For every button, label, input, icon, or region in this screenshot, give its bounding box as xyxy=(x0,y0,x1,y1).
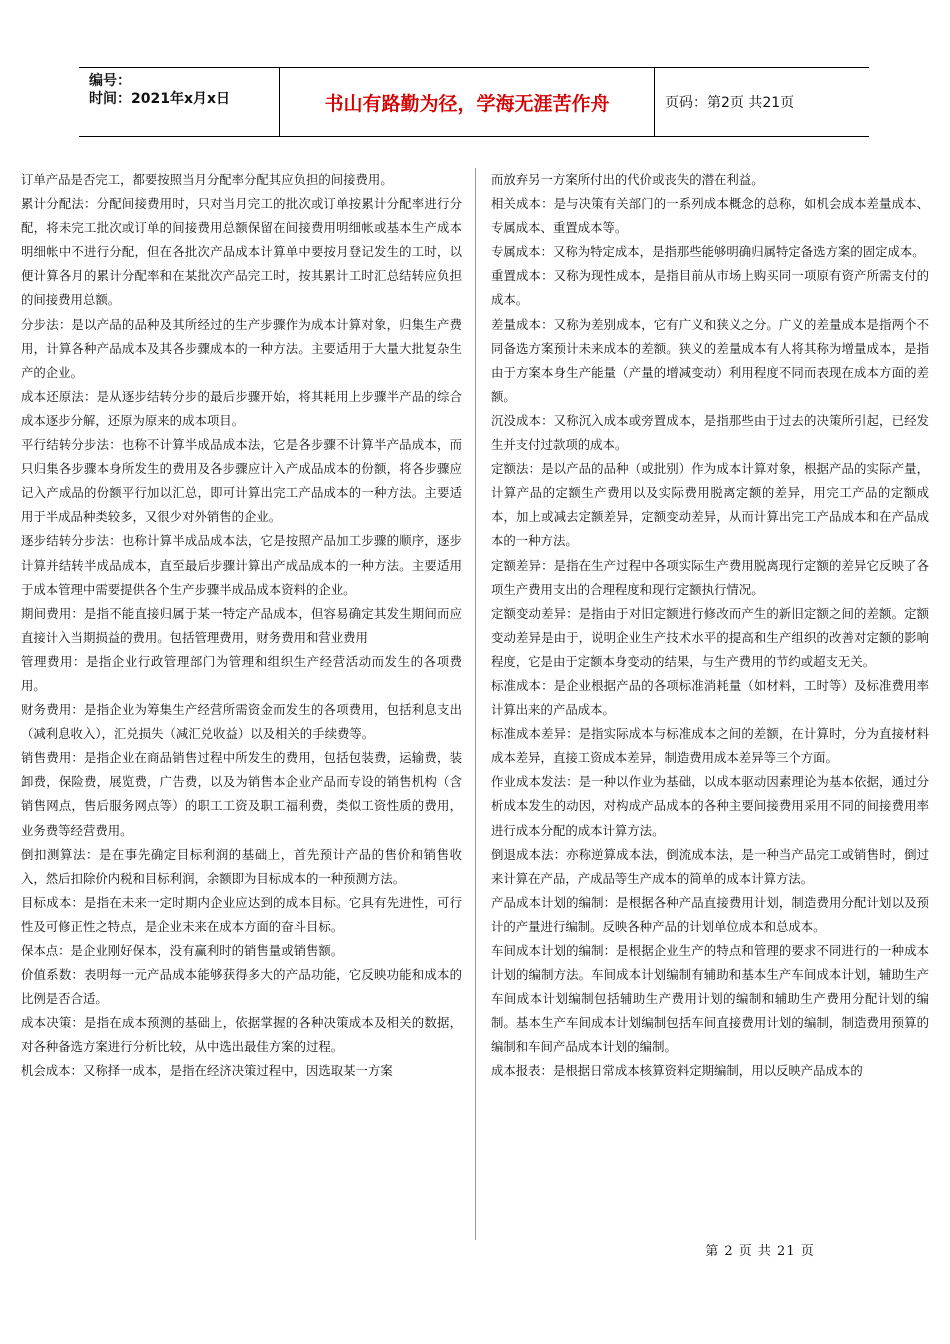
paragraph: 车间成本计划的编制：是根据企业生产的特点和管理的要求不同进行的一种成本计划的编制方法。车间成本计划编制有辅助和基本生产车间成本计划，辅助生产车间成本计划编制包括辅助生产费用计划的编制和辅助生产费用分配计划的编制。基本生产车间成本计划编制包括车间直接费用计划的编制，制造费用预算的编制和车间产品成本计划的编制。 xyxy=(491,943,929,1055)
paragraph: 倒扣测算法：是在事先确定目标利润的基础上，首先预计产品的售价和销售收入，然后扣除价内税和目标利润，余额即为目标成本的一种预测方法。 xyxy=(21,846,462,886)
left-column xyxy=(21,168,462,1228)
right-column xyxy=(491,168,929,1228)
paragraph: 期间费用：是指不能直接归属于某一特定产品成本，但容易确定其发生期间而应直接计入当期损益的费用。包括管理费用，财务费用和营业费用 xyxy=(21,605,462,645)
paragraph: 而放弃另一方案所付出的代价或丧失的潜在利益。 xyxy=(491,172,764,187)
paragraph: 订单产品是否完工，都要按照当月分配率分配其应负担的间接费用。 xyxy=(21,172,393,187)
paragraph: 差量成本：又称为差别成本，它有广义和狭义之分。广义的差量成本是指两个不同备选方案预计未来成本的差额。狭义的差量成本有人将其称为增量成本，是指由于方案本身生产能量（产量的增减变动）利用程度不同而表现在成本方面的差额。 xyxy=(491,316,929,404)
paragraph: 平行结转分步法：也称不计算半成品成本法，它是各步骤不计算半产品成本，而只归集各步骤本身所发生的费用及各步骤应计入产成品成本的份额，将各步骤应记入产成品的份额平行加以汇总，即可计算出完工产品成本的一种方法。主要适用于半成品种类较多，又很少对外销售的企业。 xyxy=(21,437,462,525)
header-motto: 书山有路勤为径，学海无涯苦作舟 xyxy=(279,68,655,136)
paragraph: 产品成本计划的编制：是根据各种产品直接费用计划，制造费用分配计划以及预计的产量进行编制。反映各种产品的计划单位成本和总成本。 xyxy=(491,894,929,934)
paragraph: 目标成本：是指在未来一定时期内企业应达到的成本目标。它具有先进性，可行性及可修正性之特点，是企业未来在成本方面的奋斗目标。 xyxy=(21,894,462,934)
paragraph: 逐步结转分步法：也称计算半成品成本法，它是按照产品加工步骤的顺序，逐步计算并结转半成品成本，直至最后步骤计算出产成品成本的一种方法。主要适用于成本管理中需要提供各个生产步骤半成品成本资料的企业。 xyxy=(21,533,462,597)
paragraph: 重置成本：又称为现性成本，是指目前从市场上购买同一项原有资产所需支付的成本。 xyxy=(491,268,929,308)
header-page-info: 页码：第2页 共21页 xyxy=(665,95,795,111)
paragraph: 销售费用：是指企业在商品销售过程中所发生的费用，包括包装费，运输费，装卸费，保险费，展览费，广告费，以及为销售本企业产品而专设的销售机构（含销售网点，售后服务网点等）的职工工资及职工福利费，类似工资性质的费用，业务费等经营费用。 xyxy=(21,750,462,838)
paragraph: 定额差异：是指在生产过程中各项实际生产费用脱离现行定额的差异它反映了各项生产费用支出的合理程度和现行定额执行情况。 xyxy=(491,557,929,597)
column-divider xyxy=(475,168,476,1240)
page-footer: 第 2 页 共 21 页 xyxy=(705,1244,815,1259)
paragraph: 保本点：是企业刚好保本，没有赢利时的销售量或销售额。 xyxy=(21,943,344,958)
paragraph: 成本报表：是根据日常成本核算资料定期编制，用以反映产品成本的 xyxy=(491,1063,863,1079)
paragraph: 定额法：是以产品的品种（或批别）作为成本计算对象，根据产品的实际产量，计算产品的定额生产费用以及实际费用脱离定额的差异，用完工产品的定额成本，加上或减去定额差异，定额变动差异，从而计算出完工产品成本和在产品成本的一种方法。 xyxy=(491,461,929,549)
paragraph: 价值系数：表明每一元产品成本能够获得多大的产品功能，它反映功能和成本的比例是否合适。 xyxy=(21,967,462,1007)
paragraph: 累计分配法：分配间接费用时，只对当月完工的批次或订单按累计分配率进行分配，将未完工批次或订单的间接费用总额保留在间接费用明细帐或基本生产成本明细帐中不进行分配，但在各批次产品成本计算单中要按月登记发生的工时，以便计算各月的累计分配率和在某批次产品完工时，按其累计工时汇总结转应负担的间接费用总额。 xyxy=(21,196,462,308)
paragraph: 财务费用：是指企业为筹集生产经营所需资金而发生的各项费用，包括利息支出（减利息收入），汇兑损失（减汇兑收益）以及相关的手续费等。 xyxy=(21,702,462,742)
paragraph: 专属成本：又称为特定成本，是指那些能够明确归属特定备选方案的固定成本。 xyxy=(491,244,925,260)
header-table xyxy=(79,67,869,137)
paragraph: 倒退成本法：亦称逆算成本法，倒流成本法，是一种当产品完工或销售时，倒过来计算在产品，产成品等生产成本的简单的成本计算方法。 xyxy=(491,846,929,886)
time-label: 时间：2021年x月x日 xyxy=(89,91,231,107)
paragraph: 作业成本发法：是一种以作业为基础，以成本驱动因素理论为基本依据，通过分析成本发生的动因，对构成产品成本的各种主要间接费用采用不同的间接费用率进行成本分配的成本计算方法。 xyxy=(491,774,929,838)
paragraph: 沉没成本：又称沉入成本或旁置成本，是指那些由于过去的决策所引起，已经发生并支付过款项的成本。 xyxy=(491,412,929,453)
paragraph: 定额变动差异：是指由于对旧定额进行修改而产生的新旧定额之间的差额。定额变动差异是由于，说明企业生产技术水平的提高和生产组织的改善对定额的影响程度，它是由于定额本身变动的结果，与生产费用的节约或超支无关。 xyxy=(491,605,929,669)
paragraph: 机会成本：又称择一成本，是指在经济决策过程中，因选取某一方案 xyxy=(21,1063,393,1079)
paragraph: 标准成本：是企业根据产品的各项标准消耗量（如材料，工时等）及标准费用率计算出来的产品成本。 xyxy=(491,677,929,718)
paragraph: 管理费用：是指企业行政管理部门为管理和组织生产经营活动而发生的各项费用。 xyxy=(21,653,462,693)
paragraph: 成本还原法：是从逐步结转分步的最后步骤开始，将其耗用上步骤半产品的综合成本逐步分解，还原为原来的成本项目。 xyxy=(21,388,462,428)
paragraph: 相关成本：是与决策有关部门的一系列成本概念的总称，如机会成本差量成本、专属成本、重置成本等。 xyxy=(491,196,929,236)
paragraph: 分步法：是以产品的品种及其所经过的生产步骤作为成本计算对象，归集生产费用，计算各种产品成本及其各步骤成本的一种方法。主要适用于大量大批复杂生产的企业。 xyxy=(21,316,462,380)
header-meta xyxy=(79,68,279,136)
paragraph: 标准成本差异：是指实际成本与标准成本之间的差额，在计算时，分为直接材料成本差异，直接工资成本差异，制造费用成本差异等三个方面。 xyxy=(491,726,929,766)
paragraph: 成本决策：是指在成本预测的基础上，依据掌握的各种决策成本及相关的数据，对各种备选方案进行分析比较，从中选出最佳方案的过程。 xyxy=(21,1015,462,1055)
number-label: 编号： xyxy=(89,73,131,89)
